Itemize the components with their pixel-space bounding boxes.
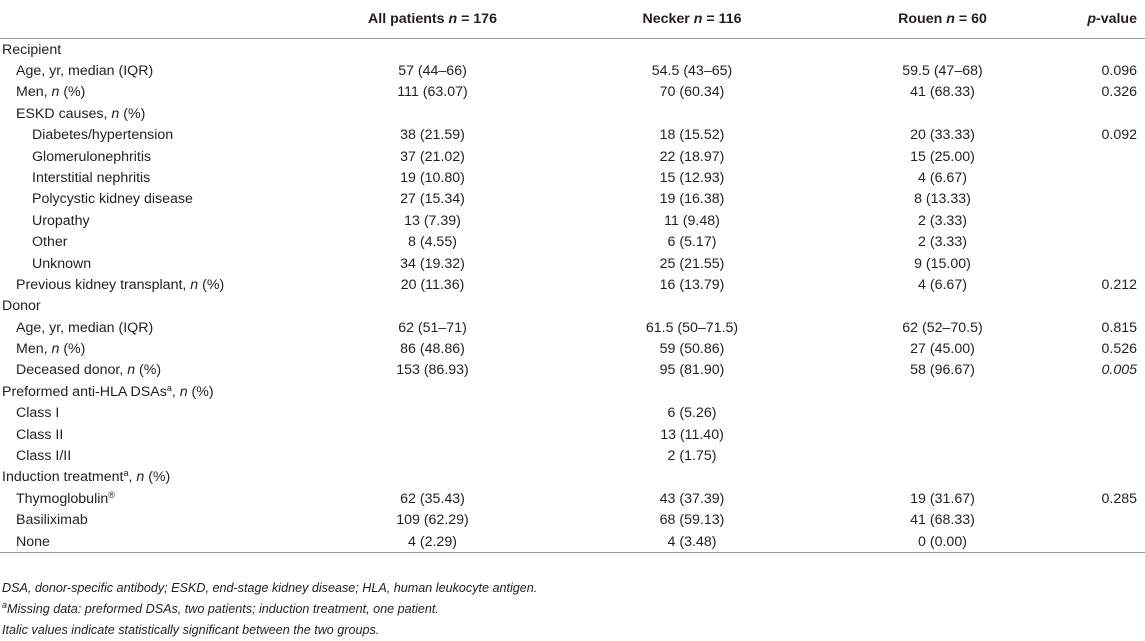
cell-necker: 16 (13.79) — [659, 276, 725, 293]
header-label-column — [0, 0, 302, 39]
cell-p-value: 0.285 — [1101, 490, 1137, 507]
cell-all: 13 (7.39) — [404, 212, 461, 229]
section-row-preformed-dsas — [0, 381, 1145, 402]
table-row — [0, 82, 1145, 103]
cell-rouen: 9 (15.00) — [914, 255, 971, 272]
cell-p-value: 0.212 — [1101, 276, 1137, 293]
cell-p-value — [1064, 510, 1145, 531]
row-label: Interstitial nephritis — [32, 169, 151, 186]
cell-p-value — [1064, 253, 1145, 274]
cell-rouen: 27 (45.00) — [910, 341, 975, 358]
table-row — [0, 274, 1145, 295]
header-p-value: p-value — [1064, 0, 1145, 39]
table-row — [0, 125, 1145, 146]
header-row — [0, 0, 1145, 39]
cell-all: 37 (21.02) — [400, 148, 465, 165]
cell-p-value-significant: 0.005 — [1101, 362, 1137, 379]
row-label: Recipient — [2, 41, 62, 58]
cell-necker: 22 (18.97) — [659, 148, 725, 165]
section-row-recipient — [0, 39, 1145, 61]
table-body — [0, 39, 1145, 553]
table-row — [0, 531, 1145, 553]
row-label: Age, yr, median (IQR) — [16, 62, 154, 79]
cell-necker: 61.5 (50–71.5) — [645, 319, 739, 336]
cell-p-value: 0.096 — [1101, 62, 1137, 79]
cell-rouen — [821, 403, 1064, 424]
cell-necker: 2 (1.75) — [667, 448, 717, 465]
table-footnotes — [2, 578, 537, 641]
cell-all: 109 (62.29) — [396, 512, 469, 529]
row-label: Class II — [16, 426, 64, 443]
table-row — [0, 510, 1145, 531]
row-label: Donor — [2, 298, 41, 315]
cell-necker: 13 (11.40) — [660, 426, 724, 443]
table-row — [0, 445, 1145, 466]
cell-necker: 6 (5.26) — [667, 405, 717, 422]
header-rouen: Rouen n = 60 — [821, 0, 1064, 39]
cell-rouen — [821, 445, 1064, 466]
section-row-induction-treatment — [0, 467, 1145, 488]
table-row — [0, 210, 1145, 231]
row-label: Class I/II — [16, 448, 72, 465]
cell-all: 27 (15.34) — [400, 191, 465, 208]
table-row — [0, 253, 1145, 274]
row-label: Uropathy — [32, 212, 90, 229]
row-label: Basiliximab — [16, 512, 88, 529]
table-header — [0, 0, 1145, 39]
footnote-missing-data: $^a$Missing data: preformed DSAs, two patients; induction treatment, one patient. — [2, 600, 439, 616]
table-row — [0, 232, 1145, 253]
cell-p-value: 0.092 — [1101, 127, 1137, 144]
header-all-patients: All patients n = 176 — [302, 0, 563, 39]
cell-rouen: 62 (52–70.5) — [902, 319, 983, 336]
row-label: Age, yr, median (IQR) — [16, 319, 154, 336]
row-label: Men, n (%) — [16, 84, 86, 101]
table-row — [0, 424, 1145, 445]
row-label: Unknown — [32, 255, 92, 272]
cell-p-value: 0.815 — [1101, 319, 1137, 336]
row-label: Previous kidney transplant, n (%) — [16, 276, 225, 293]
row-label: Induction treatment$^a$, n (%) — [2, 468, 171, 486]
cell-rouen: 2 (3.33) — [918, 212, 967, 229]
row-label: ESKD causes, n (%) — [16, 105, 146, 122]
cell-rouen: 59.5 (47–68) — [902, 62, 983, 79]
cell-rouen: 41 (68.33) — [910, 512, 975, 529]
cell-necker: 18 (15.52) — [659, 127, 725, 144]
table-row — [0, 189, 1145, 210]
cell-necker: 15 (12.93) — [659, 169, 725, 186]
row-label: Glomerulonephritis — [32, 148, 152, 165]
cell-p-value — [1064, 167, 1145, 188]
cell-rouen: 41 (68.33) — [910, 84, 975, 101]
cell-necker: 6 (5.17) — [667, 234, 717, 251]
table-row — [0, 403, 1145, 424]
cell-rouen: 2 (3.33) — [918, 234, 967, 251]
row-label: Class I — [16, 405, 60, 422]
cell-rouen: 19 (31.67) — [910, 490, 975, 507]
row-label: Men, n (%) — [16, 341, 86, 358]
footnote-italic-values: Italic values indicate statistically significant between the two groups. — [2, 623, 380, 637]
cell-all — [302, 445, 563, 466]
cell-all: 19 (10.80) — [400, 169, 465, 186]
cell-all — [302, 424, 563, 445]
footnote-abbreviations: DSA, donor-specific antibody; ESKD, end-stage kidney disease; HLA, human leukocyte antigen. — [2, 581, 538, 595]
cell-rouen: 0 (0.00) — [821, 531, 1064, 553]
cell-necker: 19 (16.38) — [659, 191, 725, 208]
cell-necker: 70 (60.34) — [659, 84, 725, 101]
cell-necker: 59 (50.86) — [659, 341, 725, 358]
cell-rouen — [821, 424, 1064, 445]
cell-all: 86 (48.86) — [400, 341, 465, 358]
table-row — [0, 338, 1145, 359]
cell-all: 57 (44–66) — [398, 62, 467, 79]
section-row-donor — [0, 296, 1145, 317]
cell-rouen: 58 (96.67) — [910, 362, 975, 379]
cell-all: 62 (35.43) — [400, 490, 465, 507]
cell-necker: 25 (21.55) — [659, 255, 725, 272]
cell-p-value: 0.326 — [1101, 84, 1137, 101]
cell-all: 34 (19.32) — [400, 255, 465, 272]
row-label: Polycystic kidney disease — [32, 191, 193, 208]
cell-p-value — [1064, 445, 1145, 466]
cell-necker: 95 (81.90) — [659, 362, 725, 379]
cell-p-value — [1064, 531, 1145, 553]
row-label: Thymoglobulin® — [16, 489, 115, 507]
cell-p-value — [1064, 189, 1145, 210]
cell-rouen: 15 (25.00) — [910, 148, 975, 165]
row-label: None — [0, 531, 302, 553]
cell-p-value — [1064, 210, 1145, 231]
cell-necker: 4 (3.48) — [563, 531, 821, 553]
table-row — [0, 317, 1145, 338]
row-label: Diabetes/hypertension — [32, 127, 174, 144]
table-row — [0, 488, 1145, 509]
cell-rouen: 20 (33.33) — [910, 127, 975, 144]
cell-p-value — [1064, 232, 1145, 253]
cell-necker: 11 (9.48) — [664, 212, 720, 229]
row-label: Preformed anti-HLA DSAs$^a$, n (%) — [2, 382, 214, 400]
cell-p-value: 0.526 — [1101, 341, 1137, 358]
cell-all: 4 (2.29) — [302, 531, 563, 553]
cell-rouen: 4 (6.67) — [918, 276, 967, 293]
cell-p-value — [1064, 146, 1145, 167]
row-label: Deceased donor, n (%) — [16, 362, 162, 379]
cell-necker: 43 (37.39) — [659, 490, 725, 507]
cell-all: 62 (51–71) — [398, 319, 467, 336]
subsection-row — [0, 103, 1145, 124]
cell-p-value — [1064, 424, 1145, 445]
table-row — [0, 146, 1145, 167]
cell-rouen: 4 (6.67) — [918, 169, 967, 186]
cell-necker: 54.5 (43–65) — [651, 62, 733, 79]
cell-all: 153 (86.93) — [396, 362, 469, 379]
table-row — [0, 360, 1145, 381]
cell-rouen: 8 (13.33) — [914, 191, 971, 208]
cell-all — [302, 403, 563, 424]
cell-all: 20 (11.36) — [400, 276, 465, 293]
table-row — [0, 60, 1145, 81]
header-necker: Necker n = 116 — [563, 0, 821, 39]
table-row — [0, 167, 1145, 188]
cell-p-value — [1064, 403, 1145, 424]
row-label: Other — [32, 234, 68, 251]
cell-necker: 68 (59.13) — [659, 512, 725, 529]
cell-all: 8 (4.55) — [408, 234, 457, 251]
cell-all: 38 (21.59) — [400, 127, 465, 144]
cell-all: 111 (63.07) — [397, 84, 468, 101]
